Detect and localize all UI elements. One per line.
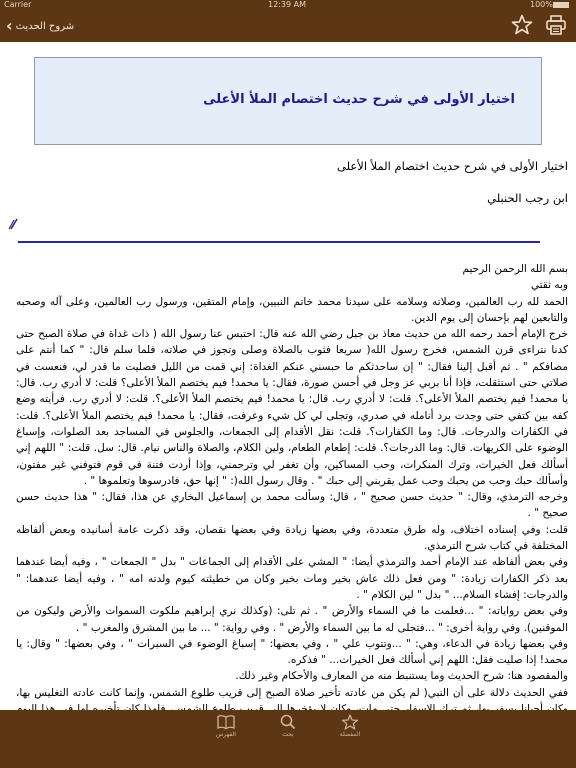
edit-icon[interactable]: [8, 217, 20, 231]
tab-bar: [0, 710, 576, 768]
navigation-bar: [0, 10, 576, 42]
carrier-label: Carrier: [4, 0, 32, 9]
book-content[interactable]: [8, 153, 568, 709]
paragraph: وخرجه الترمذي، وقال: " حديث حسن صحيح " ، قال: وسألت محمد بن إسماعيل البخاري عن هذا، فقال: " هذا حديث حسن صحيح " .: [16, 491, 568, 520]
book-icon: [217, 714, 235, 730]
tab-index[interactable]: [206, 714, 246, 738]
chevron-left-icon: ‹: [6, 16, 13, 35]
book-title: اختيار الأولى في شرح حديث اختصام الملأ الأعلى: [203, 92, 515, 107]
print-icon[interactable]: [545, 14, 567, 36]
status-bar: [0, 0, 576, 10]
paragraph: وفي بعض ألفاظه عند الإمام أحمد والترمذي أيضا: " المشي على الأقدام إلى الجماعات " بدل " الجمعات " ، وفيه أيضا عندهما بعد ذكر الكفارات زيادة: " ومن فعل ذلك عاش بخير ومات بخير وكان من خطيئته كيوم ولدته امه " ، وفيه أيضا عندهما: " والدرجات: إفشاء السلام... " بدل " لين الكلام " .: [16, 556, 568, 601]
back-button-label: شروح الحديث: [15, 20, 75, 32]
star-icon: [341, 714, 359, 730]
paragraph: ففي الحديث دلالة على أن النبي( لم يكن من عادته تأخير صلاة الصبح إلى قريب طلوع الشمس، وإنما كانت عادته التغليس بها،: [16, 686, 568, 699]
body-text: [16, 261, 568, 734]
search-icon: [279, 714, 297, 730]
author-name: ابن رجب الحنبلي: [487, 191, 568, 205]
tab-search[interactable]: [268, 714, 308, 738]
paragraph: وفي بعض رواياته: " ...فعلمت ما في السماء والأرض " . ثم تلى: (وكذلك نري إبراهيم ملكوت السموات والأرض وليكون من الموقنين). وفي رواية أخرى: " ...فتجلى له ما بين السماء والأرض " . وفي رواية: " ... ما بين المشرق والمغرب " .: [16, 605, 568, 634]
paragraph: خرج الإمام أحمد رحمه الله من حديث معاذ بن جبل رضي الله عنه قال: احتبس عنا رسول الله ( ذات غداة في صلاة الصبح حتى كدنا نتراءى قرن الشمس، فخرج رسول الله( سريعا فثوب بالصلاة وصلى وتجوز في صلاته، فلما سلم قال: " كما أنتم على مصافكم " . ثم أقبل إلينا فقال: " إن ساحدثكم ما حبسني عنكم الغداة: إني قمت من الليل فصليت ما قدر لي، فنعست في صلاتي حتى استثقلت، فإذا أنا بربي عز وجل في أحسن صورة، فقال: يا محمد! فيم يختصم الملأ الأعلى؟ قلت: لا أدري رب. قال: يا محمد! فيم يختصم الملأ الأعلى؟. قلت: لا أدري رب. قال: يا محمد! فيم يختصم الملأ الأعلى؟. قلت: لا أدري رب. فرأيته وضع كفه بين كتفي حتى وجدت برد أنامله في صدري، وتجلى لي كل شيء وعرفت، فقال: يا محمد! فيم يختصم الملأ الأعلى؟. قلت: في الكفارات والدرجات. قال: وما الكفارات؟. قلت: نقل الأقدام إلى الجمعات، والجلوس في المساجد بعد الصلوات، وإسباغ الوضوء على الكريهات. قال: وما الدرجات؟. قلت: إطعام الطعام، ولين الكلام، والصلاة والناس نيام. قال: سل. قلت: " اللهم إني أسألك فعل الخيرات، وترك المنكرات، وحب المساكين، وأن تغفر لي وترحمني، وإذا أردت فتنة في قوم فتوفني غير مفتون، وأسألك حبك وحب من يحبك وحب عمل يقربني إلى حبك " . وقال رسول الله(: " إنها حق، فادرسوها وتعلموها " .: [16, 328, 568, 487]
paragraph: الحمد لله رب العالمين، وصلاته وسلامه على سيدنا محمد خاتم النبيين، وإمام المتقين، ورسول رب العالمين، وعلى آله وصحبه والتابعين لهم بإحسان إلى يوم الدين.: [16, 295, 568, 324]
tab-index-label: الفهرس: [216, 731, 236, 738]
tab-search-label: بحث: [282, 731, 294, 738]
back-button[interactable]: [6, 10, 74, 42]
battery-percent: 100%: [530, 0, 553, 9]
paragraph: وبه ثقتي: [530, 279, 568, 292]
paragraph: قلت: وفي إسناده اختلاف، وله طرق متعددة، وفي بعضها زيادة وفي بعضها نقصان، وقد ذكرت عامة أسانيده وبعض ألفاظه المختلفة في كتاب شرح الترمذي.: [16, 523, 568, 553]
tab-favorites-label: المفضلة: [339, 731, 361, 738]
tab-favorites[interactable]: [330, 714, 370, 738]
paragraph: والمقصود هنا: شرح الحديث وما يستنبط منه من المعارف والأحكام وغير ذلك.: [235, 670, 568, 683]
divider: [18, 241, 540, 243]
paragraph: وفي بعضها زيادة في الدعاء، وهي: " ...وتتوب علي " ، وفي بعضها: " إسباغ الوضوء في السبرات " ، وفي بعضها: " وقال: يا محمد! إذا صليت فقل: اللهم إني أسألك فعل الخيرات... " فذكره.: [16, 637, 568, 667]
battery-icon: [553, 2, 569, 8]
title-box: [34, 57, 542, 145]
star-icon[interactable]: [510, 13, 534, 37]
content-heading: اختيار الأولى في شرح حديث اختصام الملأ الأعلى: [337, 159, 568, 173]
paragraph: بسم الله الرحمن الرحيم: [462, 263, 568, 275]
status-time: 12:39 AM: [268, 0, 306, 9]
